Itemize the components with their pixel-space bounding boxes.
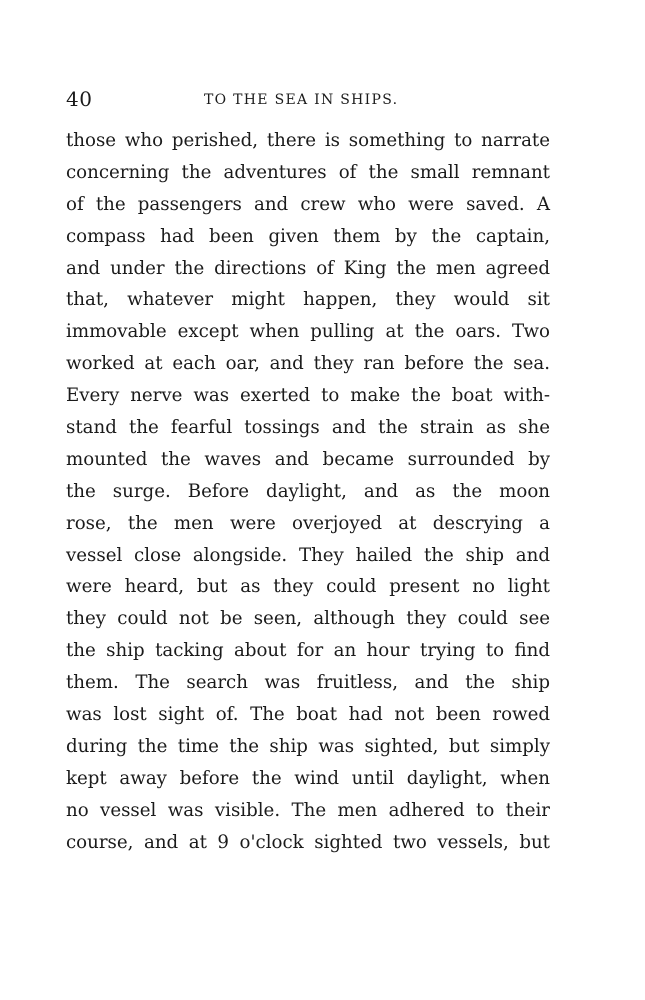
text-line: no vessel was visible. The men adhered to their: [66, 799, 550, 821]
text-line: during the time the ship was sighted, but simply: [66, 735, 550, 757]
running-head: [66, 84, 550, 114]
text-line: kept away before the wind until daylight, when: [66, 767, 550, 789]
text-line: course, and at 9 o'clock sighted two vessels, but: [66, 831, 550, 853]
text-line: of the passengers and crew who were saved. A: [66, 193, 550, 215]
page-number: 40: [66, 87, 93, 111]
text-line: concerning the adventures of the small remnant: [66, 161, 550, 183]
text-line: was lost sight of. The boat had not been rowed: [66, 704, 550, 726]
text-line: immovable except when pulling at the oars. Two: [66, 321, 550, 343]
text-line: Every nerve was exerted to make the boat with-: [66, 385, 550, 407]
running-title: TO THE SEA IN SHIPS.: [204, 92, 399, 108]
text-line: stand the fearful tossings and the strain as she: [66, 417, 550, 439]
text-line: that, whatever might happen, they would sit: [66, 289, 550, 311]
text-line: vessel close alongside. They hailed the ship and: [66, 544, 550, 566]
text-line: the ship tacking about for an hour trying to find: [66, 640, 550, 662]
text-line: were heard, but as they could present no light: [66, 576, 550, 598]
text-line: mounted the waves and became surrounded by: [66, 448, 550, 470]
text-line: rose, the men were overjoyed at descrying a: [66, 512, 550, 534]
text-line: them. The search was fruitless, and the ship: [66, 672, 550, 694]
text-line: those who perished, there is something to narrate: [66, 130, 550, 151]
text-line: they could not be seen, although they could see: [66, 608, 550, 630]
text-line: worked at each oar, and they ran before the sea.: [66, 353, 550, 375]
text-line: and under the directions of King the men agreed: [66, 257, 550, 279]
body-text: [66, 125, 550, 858]
text-line: the surge. Before daylight, and as the moon: [66, 480, 550, 502]
text-line: compass had been given them by the captain,: [66, 225, 550, 247]
